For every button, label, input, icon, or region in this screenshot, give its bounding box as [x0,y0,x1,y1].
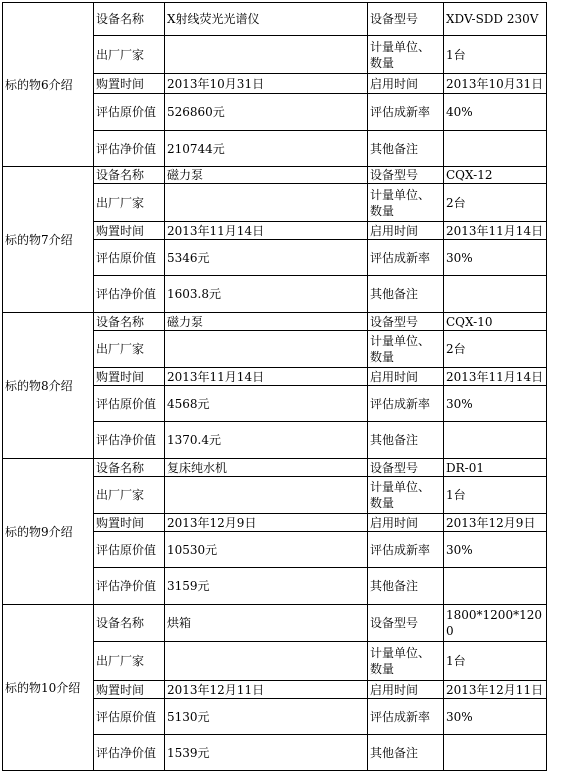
net-value-value: 210744元 [165,131,368,167]
unit-qty-label: 计量单位、数量 [368,642,444,681]
item-title: 标的物6介绍 [3,3,94,167]
original-value-value: 4568元 [165,386,368,422]
purchase-date-label: 购置时间 [94,514,165,532]
original-value-label: 评估原价值 [94,699,165,735]
item-title: 标的物9介绍 [3,459,94,605]
model-label: 设备型号 [368,605,444,642]
newness-rate-value: 40% [444,94,547,131]
table-row [3,3,547,36]
unit-qty-value: 2台 [444,331,547,368]
manufacturer-value [165,642,368,681]
original-value-label: 评估原价值 [94,386,165,422]
manufacturer-label: 出厂厂家 [94,184,165,222]
purchase-date-label: 购置时间 [94,74,165,94]
newness-rate-value: 30% [444,532,547,568]
original-value-value: 526860元 [165,94,368,131]
manufacturer-label: 出厂厂家 [94,477,165,514]
unit-qty-value: 1台 [444,36,547,74]
net-value-label: 评估净价值 [94,276,165,313]
model-value: 1800*1200*1200 [444,605,547,642]
newness-rate-label: 评估成新率 [368,699,444,735]
remarks-label: 其他备注 [368,131,444,167]
original-value-label: 评估原价值 [94,94,165,131]
remarks-value [444,131,547,167]
net-value-label: 评估净价值 [94,568,165,605]
model-label: 设备型号 [368,313,444,331]
model-value: XDV-SDD 230V [444,3,547,36]
item-title: 标的物7介绍 [3,167,94,313]
original-value-value: 10530元 [165,532,368,568]
model-label: 设备型号 [368,167,444,184]
table-row [3,605,547,642]
device-name-label: 设备名称 [94,605,165,642]
newness-rate-value: 30% [444,240,547,276]
manufacturer-label: 出厂厂家 [94,642,165,681]
equipment-spec-table [2,2,547,771]
original-value-label: 评估原价值 [94,240,165,276]
start-date-value: 2013年10月31日 [444,74,547,94]
start-date-label: 启用时间 [368,681,444,699]
model-value: CQX-12 [444,167,547,184]
unit-qty-label: 计量单位、数量 [368,331,444,368]
net-value-value: 3159元 [165,568,368,605]
unit-qty-label: 计量单位、数量 [368,477,444,514]
purchase-date-value: 2013年11月14日 [165,368,368,386]
manufacturer-label: 出厂厂家 [94,331,165,368]
net-value-value: 1539元 [165,735,368,771]
newness-rate-value: 30% [444,386,547,422]
device-name-value: 磁力泵 [165,167,368,184]
original-value-label: 评估原价值 [94,532,165,568]
model-value: CQX-10 [444,313,547,331]
model-label: 设备型号 [368,3,444,36]
device-name-label: 设备名称 [94,313,165,331]
unit-qty-value: 1台 [444,477,547,514]
manufacturer-value [165,331,368,368]
device-name-label: 设备名称 [94,167,165,184]
purchase-date-label: 购置时间 [94,368,165,386]
manufacturer-value [165,184,368,222]
manufacturer-value [165,477,368,514]
device-name-label: 设备名称 [94,459,165,477]
table-row [3,459,547,477]
remarks-value [444,568,547,605]
unit-qty-label: 计量单位、数量 [368,36,444,74]
purchase-date-label: 购置时间 [94,222,165,240]
unit-qty-value: 2台 [444,184,547,222]
manufacturer-value [165,36,368,74]
manufacturer-label: 出厂厂家 [94,36,165,74]
purchase-date-value: 2013年12月11日 [165,681,368,699]
newness-rate-label: 评估成新率 [368,94,444,131]
original-value-value: 5346元 [165,240,368,276]
purchase-date-label: 购置时间 [94,681,165,699]
table-row [3,313,547,331]
net-value-label: 评估净价值 [94,735,165,771]
table-row [3,167,547,184]
start-date-value: 2013年12月9日 [444,514,547,532]
start-date-label: 启用时间 [368,368,444,386]
remarks-label: 其他备注 [368,276,444,313]
start-date-label: 启用时间 [368,222,444,240]
start-date-value: 2013年11月14日 [444,222,547,240]
device-name-value: 磁力泵 [165,313,368,331]
item-title: 标的物10介绍 [3,605,94,771]
spec-table-body [3,3,547,771]
purchase-date-value: 2013年10月31日 [165,74,368,94]
net-value-value: 1603.8元 [165,276,368,313]
device-name-value: X射线荧光光谱仪 [165,3,368,36]
model-label: 设备型号 [368,459,444,477]
start-date-value: 2013年12月11日 [444,681,547,699]
newness-rate-label: 评估成新率 [368,240,444,276]
purchase-date-value: 2013年11月14日 [165,222,368,240]
newness-rate-label: 评估成新率 [368,386,444,422]
unit-qty-label: 计量单位、数量 [368,184,444,222]
model-value: DR-01 [444,459,547,477]
newness-rate-value: 30% [444,699,547,735]
newness-rate-label: 评估成新率 [368,532,444,568]
remarks-label: 其他备注 [368,568,444,605]
item-title: 标的物8介绍 [3,313,94,459]
remarks-value [444,735,547,771]
device-name-value: 复床纯水机 [165,459,368,477]
net-value-label: 评估净价值 [94,131,165,167]
device-name-value: 烘箱 [165,605,368,642]
start-date-value: 2013年11月14日 [444,368,547,386]
original-value-value: 5130元 [165,699,368,735]
net-value-label: 评估净价值 [94,422,165,459]
device-name-label: 设备名称 [94,3,165,36]
net-value-value: 1370.4元 [165,422,368,459]
unit-qty-value: 1台 [444,642,547,681]
remarks-value [444,276,547,313]
purchase-date-value: 2013年12月9日 [165,514,368,532]
start-date-label: 启用时间 [368,74,444,94]
remarks-label: 其他备注 [368,422,444,459]
remarks-label: 其他备注 [368,735,444,771]
remarks-value [444,422,547,459]
start-date-label: 启用时间 [368,514,444,532]
